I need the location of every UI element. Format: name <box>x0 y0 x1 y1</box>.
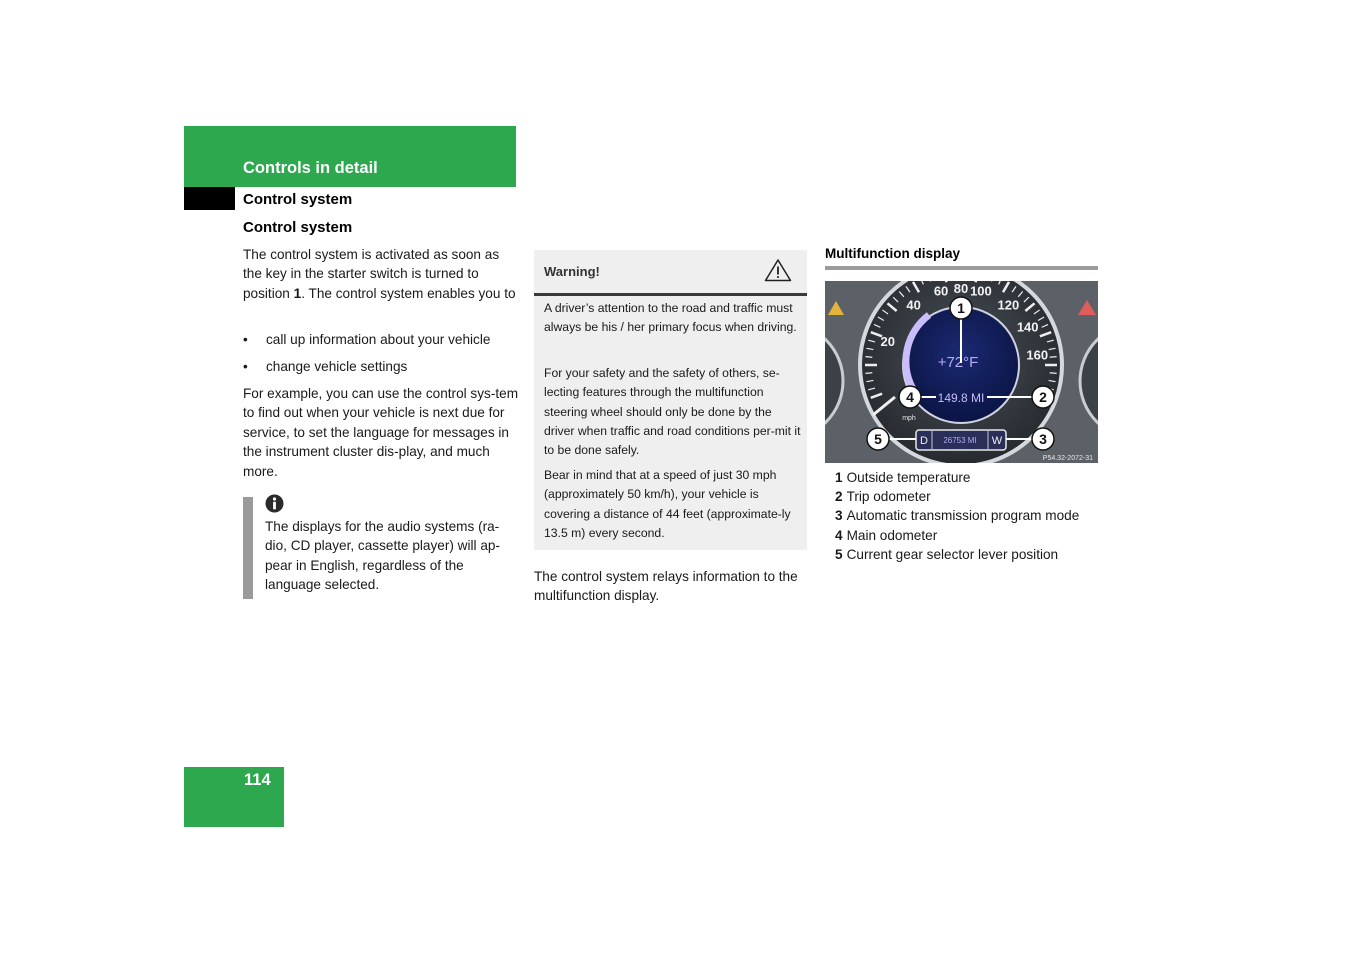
list-item-text: call up information about your vehicle <box>266 332 491 347</box>
bullet-symbol: • <box>243 359 248 374</box>
instrument-cluster-illustration <box>825 281 1098 463</box>
speed-label: 40 <box>906 297 921 313</box>
speed-label: 80 <box>953 281 969 296</box>
intro-text-before: The control system is activated as soon as the key in the starter switch is turned to position <box>243 247 500 301</box>
warning-divider <box>534 293 807 296</box>
speedometer-tick <box>1050 373 1057 374</box>
legend-item <box>835 526 937 545</box>
speedometer-tick <box>865 357 872 358</box>
speedometer-tick <box>1050 357 1057 358</box>
section-label: Control system <box>243 191 353 208</box>
image-code: P54.32-2072-31 <box>1042 455 1093 462</box>
example-paragraph: For example, you can use the control sys-tem to find out when your vehicle is next due for service, to set the language for messages in the instrument cluster dis-play, and much more. <box>243 386 519 479</box>
chapter-title: Controls in detail <box>243 159 378 177</box>
legend-number: 4 <box>835 528 843 543</box>
legend-item <box>835 468 970 487</box>
legend-label: Main odometer <box>846 528 938 543</box>
warning-paragraph: For your safety and the safety of others, se-lecting features through the multifunction steering wheel should only be done by the driver when traffic and road conditions per-mit it to be done safely. <box>544 366 801 458</box>
legend-item <box>835 545 1058 564</box>
page-number: 114 <box>244 771 271 789</box>
warning-paragraph: Bear in mind that at a speed of just 30 mph (approximately 50 km/h), your vehicle is covering a distance of 44 feet (approximate-ly 13.5 m) every second. <box>544 468 791 540</box>
warning-paragraph: A driver’s attention to the road and traffic must always be his / her primary focus when driving. <box>544 301 797 335</box>
speedometer-tick <box>865 373 872 374</box>
warning-title: Warning! <box>544 264 600 279</box>
callout-number: 5 <box>874 431 882 447</box>
temperature-readout: +72°F <box>937 354 979 371</box>
legend-item <box>835 506 1079 525</box>
callout-number: 1 <box>957 300 965 316</box>
speed-label: 100 <box>970 283 992 299</box>
legend-label: Outside temperature <box>846 470 971 485</box>
gear-readout: D <box>920 435 928 447</box>
warning-triangle-icon <box>764 258 792 282</box>
legend-label: Current gear selector lever position <box>846 547 1059 562</box>
bullet-symbol: • <box>243 332 248 347</box>
info-icon <box>265 494 284 513</box>
program-readout: W <box>991 435 1003 447</box>
intro-text-after: . The control system enables you to <box>301 285 516 301</box>
speed-label: 20 <box>880 334 896 350</box>
section-heading: Control system <box>243 219 353 236</box>
speed-label: 120 <box>997 297 1020 313</box>
section-tab-marker <box>184 187 235 210</box>
legend-item <box>835 487 931 506</box>
speed-label: 60 <box>933 283 949 299</box>
heading-rule <box>825 266 1098 270</box>
speed-unit: mph <box>902 415 916 422</box>
callout-number: 3 <box>1039 431 1047 447</box>
legend-label: Trip odometer <box>846 489 931 504</box>
intro-position-number: 1 <box>293 285 302 301</box>
intro-paragraph <box>243 245 518 303</box>
legend-label: Automatic transmission program mode <box>846 508 1080 523</box>
speed-label: 160 <box>1026 347 1049 363</box>
legend-number: 3 <box>835 508 843 523</box>
legend-number: 2 <box>835 489 843 504</box>
callout-number: 2 <box>1039 389 1047 405</box>
info-note-text: The displays for the audio systems (ra-dio, CD player, cassette player) will ap-pear in English, regardless of the language selected. <box>265 519 500 593</box>
speed-label: 140 <box>1016 319 1039 335</box>
odometer-readout: 26753 MI <box>943 436 977 445</box>
multifunction-heading: Multifunction display <box>825 246 960 261</box>
legend-number: 1 <box>835 470 843 485</box>
info-note-bar <box>243 497 253 599</box>
trip-readout: 149.8 MI <box>937 391 985 405</box>
list-item-text: change vehicle settings <box>266 359 408 374</box>
relay-paragraph: The control system relays information to the multifunction display. <box>534 569 798 604</box>
callout-number: 4 <box>906 389 914 405</box>
legend-number: 5 <box>835 547 843 562</box>
